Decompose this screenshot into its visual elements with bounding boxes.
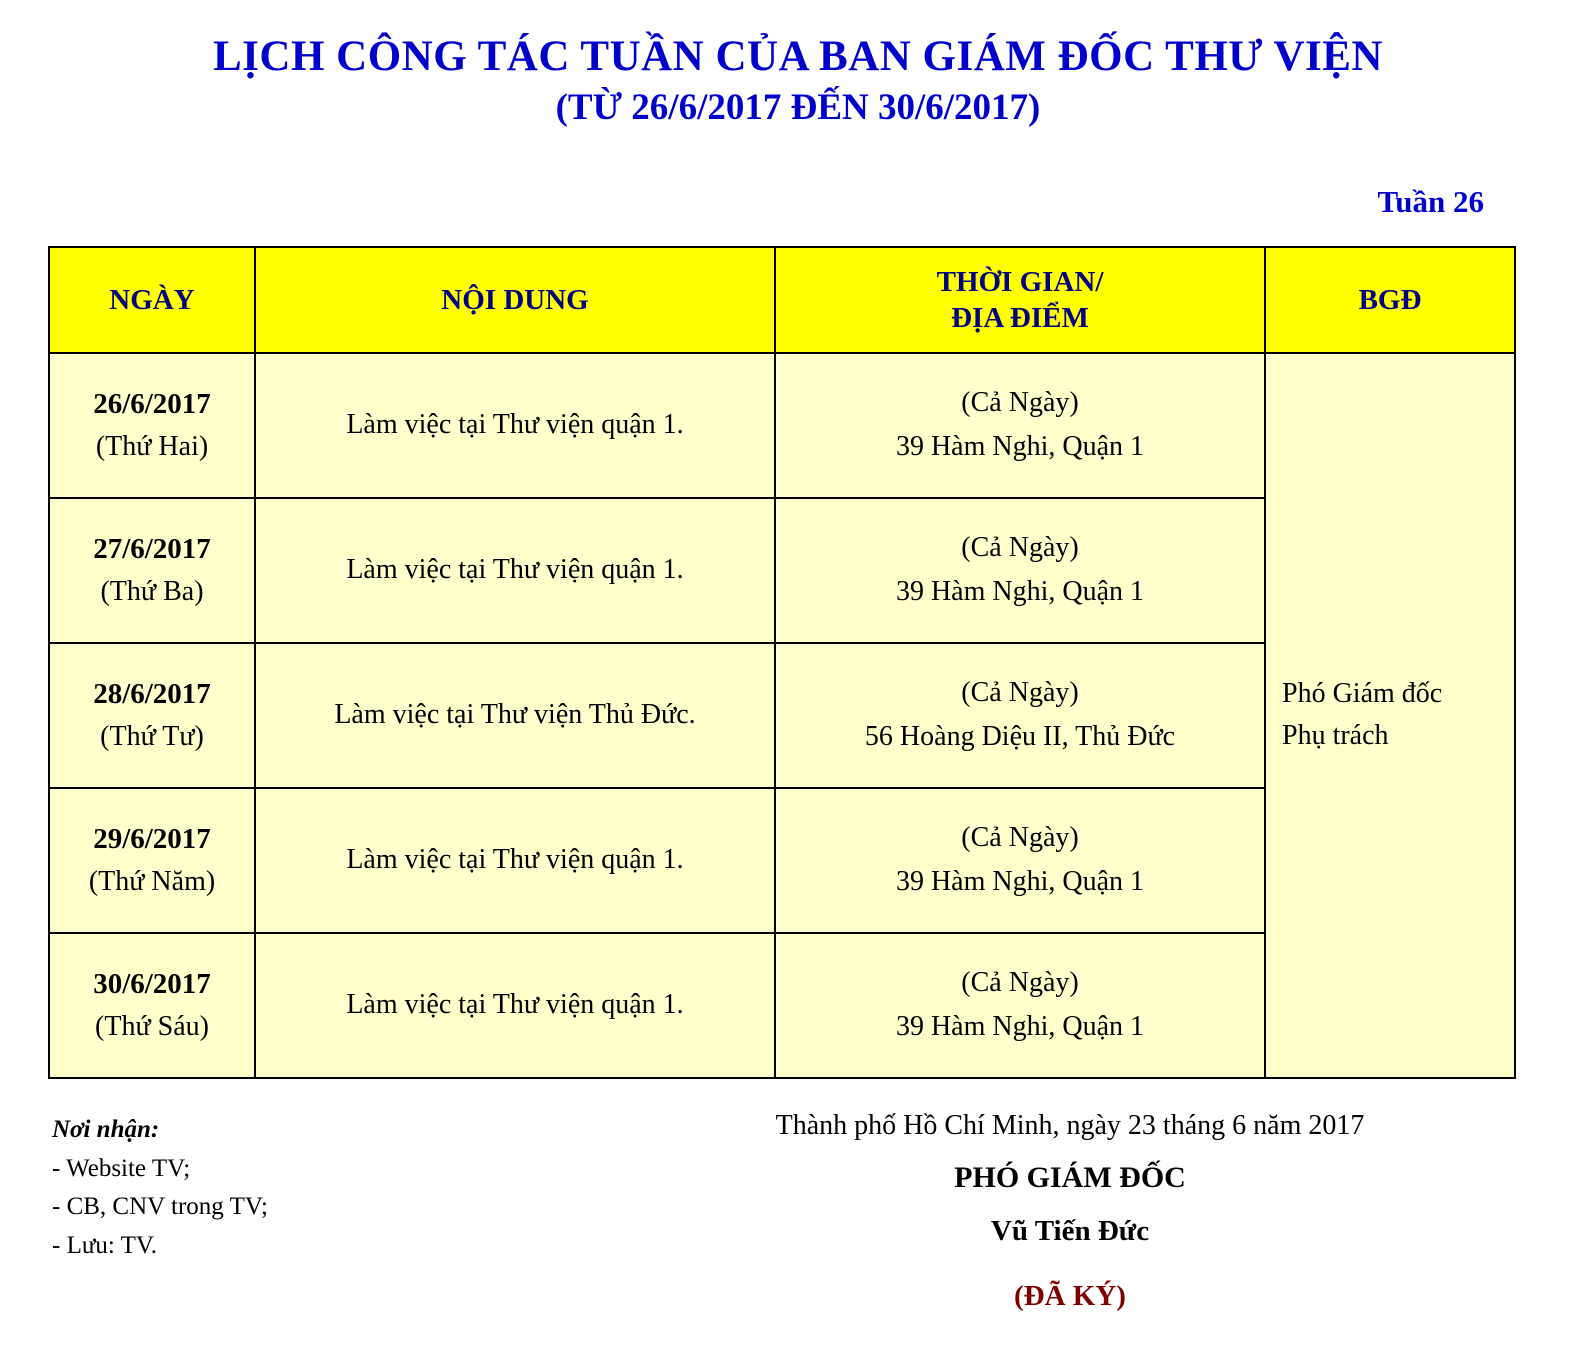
place-value: 39 Hàm Nghi, Quận 1 bbox=[895, 866, 1145, 898]
date-value: 27/6/2017 bbox=[93, 532, 211, 565]
table-row bbox=[49, 353, 1515, 498]
place-value: 39 Hàm Nghi, Quận 1 bbox=[895, 431, 1145, 463]
cell-bgd bbox=[1265, 353, 1515, 1078]
column-header-thoi-gian-line2: ĐỊA ĐIỂM bbox=[951, 301, 1089, 334]
day-of-week-value: (Thứ Sáu) bbox=[95, 1011, 209, 1043]
column-header-thoi-gian-dia-diem bbox=[775, 247, 1265, 353]
signed-stamp: (ĐÃ KÝ) bbox=[1014, 1280, 1126, 1313]
column-header-bgd: BGĐ bbox=[1265, 247, 1515, 353]
date-value: 28/6/2017 bbox=[93, 677, 211, 710]
cell-time-place bbox=[775, 933, 1265, 1078]
time-value: (Cả Ngày) bbox=[961, 821, 1079, 853]
cell-time-place bbox=[775, 498, 1265, 643]
document-title-block bbox=[0, 0, 1596, 132]
recipient-item: - CB, CNV trong TV; bbox=[52, 1193, 268, 1221]
place-and-date: Thành phố Hồ Chí Minh, ngày 23 tháng 6 năm 2017 bbox=[775, 1109, 1365, 1141]
bgd-line1: Phó Giám đốc bbox=[1282, 678, 1443, 710]
cell-content: Làm việc tại Thư viện quận 1. bbox=[255, 353, 775, 498]
day-of-week-value: (Thứ Năm) bbox=[88, 866, 216, 898]
weekly-schedule-table bbox=[48, 246, 1516, 1079]
recipients-header: Nơi nhận: bbox=[52, 1115, 160, 1143]
day-of-week-value: (Thứ Hai) bbox=[95, 431, 209, 463]
week-number-label: Tuần 26 bbox=[1377, 183, 1484, 219]
date-value: 30/6/2017 bbox=[93, 967, 211, 1000]
day-of-week-value: (Thứ Ba) bbox=[100, 576, 204, 608]
time-value: (Cả Ngày) bbox=[961, 676, 1079, 708]
day-of-week-value: (Thứ Tư) bbox=[100, 721, 204, 753]
cell-date bbox=[49, 353, 255, 498]
place-value: 39 Hàm Nghi, Quận 1 bbox=[895, 576, 1145, 608]
signature-block bbox=[640, 1105, 1500, 1319]
bgd-line2: Phụ trách bbox=[1282, 720, 1389, 752]
cell-time-place bbox=[775, 788, 1265, 933]
time-value: (Cả Ngày) bbox=[961, 531, 1079, 563]
table-header-row bbox=[49, 247, 1515, 353]
cell-date bbox=[49, 498, 255, 643]
recipients-block bbox=[52, 1111, 268, 1266]
time-value: (Cả Ngày) bbox=[961, 966, 1079, 998]
cell-content: Làm việc tại Thư viện quận 1. bbox=[255, 788, 775, 933]
time-value: (Cả Ngày) bbox=[961, 386, 1079, 418]
place-value: 56 Hoàng Diệu II, Thủ Đức bbox=[864, 721, 1176, 753]
signer-role: PHÓ GIÁM ĐỐC bbox=[954, 1160, 1186, 1194]
column-header-ngay: NGÀY bbox=[49, 247, 255, 353]
column-header-noi-dung: NỘI DUNG bbox=[255, 247, 775, 353]
date-value: 29/6/2017 bbox=[93, 822, 211, 855]
place-value: 39 Hàm Nghi, Quận 1 bbox=[895, 1011, 1145, 1043]
cell-content: Làm việc tại Thư viện quận 1. bbox=[255, 498, 775, 643]
recipient-item: - Lưu: TV. bbox=[52, 1232, 157, 1260]
date-value: 26/6/2017 bbox=[93, 387, 211, 420]
signer-name: Vũ Tiến Đức bbox=[990, 1214, 1150, 1247]
recipient-item: - Website TV; bbox=[52, 1154, 191, 1182]
page-title: LỊCH CÔNG TÁC TUẦN CỦA BAN GIÁM ĐỐC THƯ VIỆN bbox=[212, 33, 1383, 80]
cell-time-place bbox=[775, 353, 1265, 498]
cell-content: Làm việc tại Thư viện quận 1. bbox=[255, 933, 775, 1078]
cell-content: Làm việc tại Thư viện Thủ Đức. bbox=[255, 643, 775, 788]
cell-date bbox=[49, 643, 255, 788]
column-header-thoi-gian-line1: THỜI GIAN/ bbox=[936, 265, 1104, 298]
document-footer bbox=[0, 1101, 1596, 1361]
cell-time-place bbox=[775, 643, 1265, 788]
cell-date bbox=[49, 933, 255, 1078]
cell-date bbox=[49, 788, 255, 933]
page-subtitle: (TỪ 26/6/2017 ĐẾN 30/6/2017) bbox=[555, 86, 1041, 128]
